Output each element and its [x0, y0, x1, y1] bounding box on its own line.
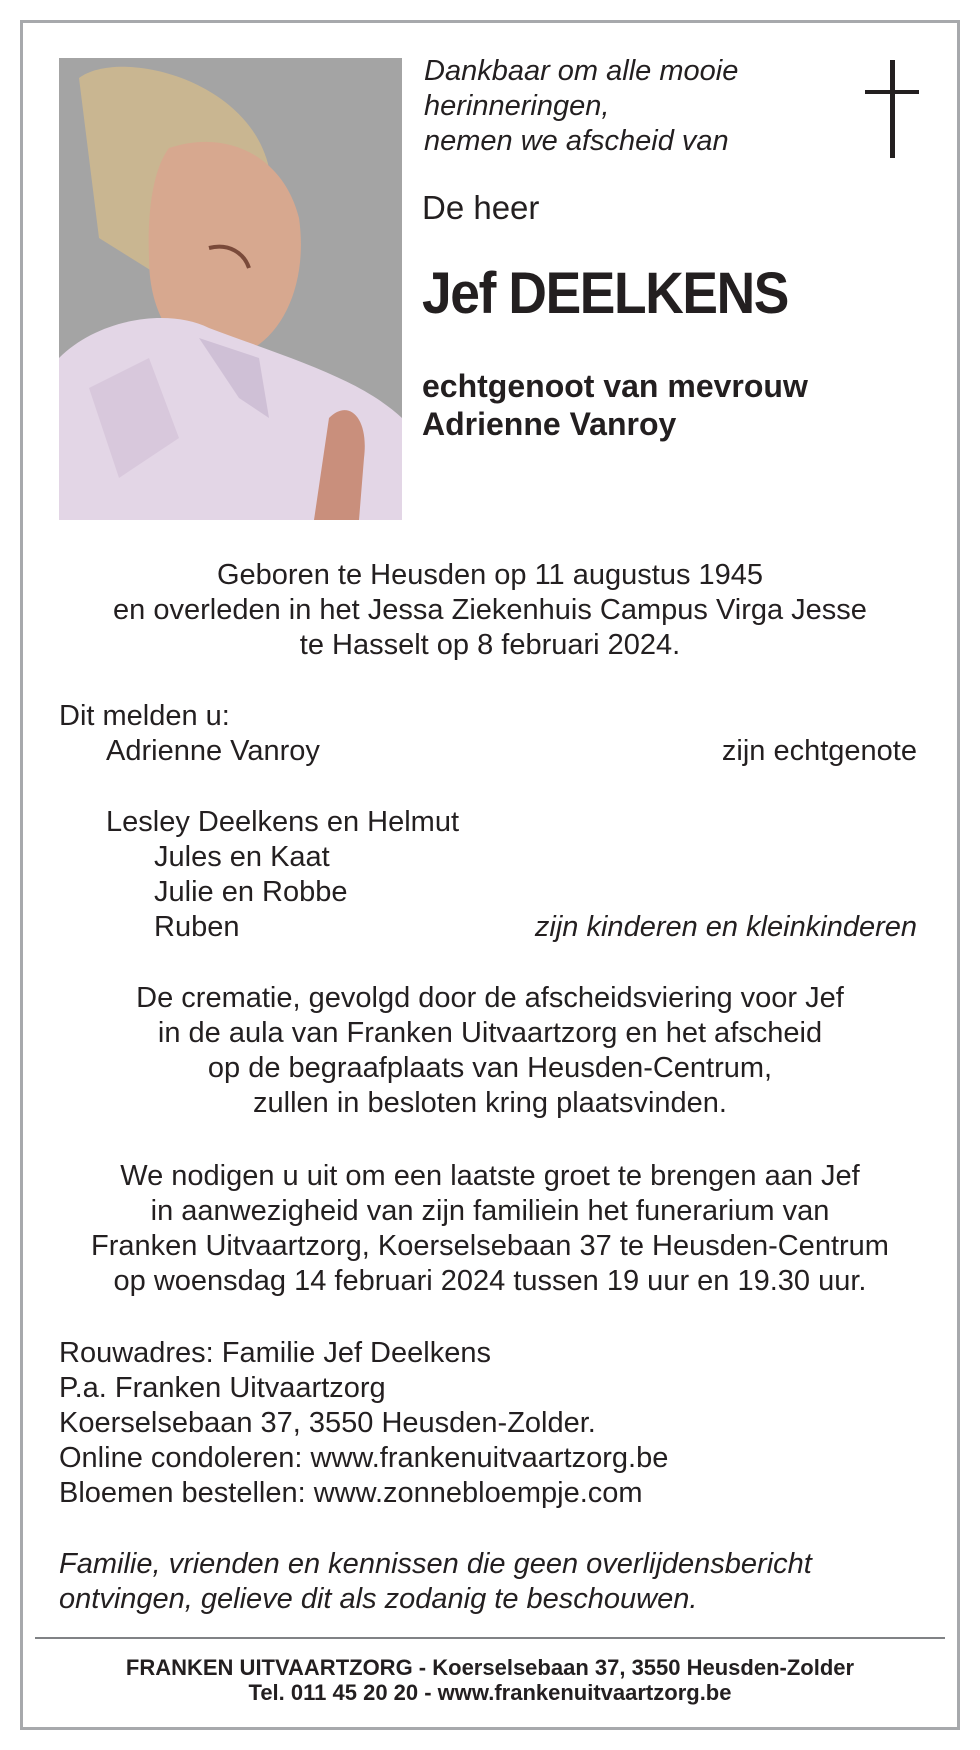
- notice-text: [59, 1547, 812, 1617]
- intro-line: nemen we afscheid van: [424, 125, 729, 157]
- notice-line: ontvingen, gelieve dit als zodanig te beschouwen.: [59, 1583, 698, 1615]
- intro-line: Dankbaar om alle mooie: [424, 55, 739, 87]
- cross-icon: [862, 60, 922, 165]
- announce-intro: Dit melden u:: [59, 700, 230, 732]
- birth-line: en overleden in het Jessa Ziekenhuis Campus Virga Jesse: [113, 594, 867, 626]
- deceased-name: Jef DEELKENS: [422, 261, 788, 326]
- spouse-relation: [422, 367, 808, 443]
- intro-line: herinneringen,: [424, 90, 610, 122]
- portrait-photo: [59, 58, 402, 520]
- visit-line: Franken Uitvaartzorg, Koerselsebaan 37 te Heusden-Centrum: [91, 1230, 889, 1262]
- address-line: Koerselsebaan 37, 3550 Heusden-Zolder.: [59, 1407, 596, 1439]
- condolence-link[interactable]: Online condoleren: www.frankenuitvaartzorg.be: [59, 1442, 669, 1474]
- cremation-line: De crematie, gevolgd door de afscheidsviering voor Jef: [136, 982, 844, 1014]
- address-line: Rouwadres: Familie Jef Deelkens: [59, 1337, 491, 1369]
- birth-line: Geboren te Heusden op 11 augustus 1945: [216, 559, 764, 591]
- visit-line: in aanwezigheid van zijn familiein het funerarium van: [150, 1195, 830, 1227]
- honorific: De heer: [422, 189, 540, 226]
- relation-line: Adrienne Vanroy: [422, 406, 677, 442]
- footer-divider: [35, 1637, 945, 1639]
- birth-line: te Hasselt op 8 februari 2024.: [299, 629, 681, 661]
- flowers-link[interactable]: Bloemen bestellen: www.zonnebloempje.com: [59, 1477, 643, 1509]
- children-role: zijn kinderen en kleinkinderen: [534, 911, 917, 943]
- birth-death-details: [40, 558, 940, 663]
- grandchild-name: Julie en Robbe: [154, 876, 348, 908]
- footer-address: FRANKEN UITVAARTZORG - Koerselsebaan 37, 3550 Heusden-Zolder: [125, 1655, 855, 1680]
- grandchild-name: Ruben: [154, 911, 240, 943]
- mourning-address: [59, 1336, 668, 1511]
- intro-text: [424, 54, 844, 159]
- spouse-name: Adrienne Vanroy: [106, 735, 320, 767]
- cremation-line: op de begraafplaats van Heusden-Centrum,: [207, 1052, 773, 1084]
- relation-line: echtgenoot van mevrouw: [422, 368, 808, 404]
- grandchild-name: Jules en Kaat: [154, 841, 330, 873]
- address-line: P.a. Franken Uitvaartzorg: [59, 1372, 386, 1404]
- visit-line: We nodigen u uit om een laatste groet te brengen aan Jef: [120, 1160, 860, 1192]
- cremation-line: in de aula van Franken Uitvaartzorg en het afscheid: [157, 1017, 823, 1049]
- cremation-line: zullen in besloten kring plaatsvinden.: [253, 1087, 727, 1119]
- spouse-role: zijn echtgenote: [721, 735, 917, 767]
- child-name: Lesley Deelkens en Helmut: [106, 806, 460, 838]
- notice-line: Familie, vrienden en kennissen die geen overlijdensbericht: [59, 1548, 812, 1580]
- visit-line: op woensdag 14 februari 2024 tussen 19 uur en 19.30 uur.: [113, 1265, 867, 1297]
- footer-contact[interactable]: Tel. 011 45 20 20 - www.frankenuitvaartzorg.be: [248, 1680, 732, 1705]
- footer: [40, 1655, 940, 1705]
- cremation-details: [40, 981, 940, 1121]
- visitation-details: [40, 1159, 940, 1299]
